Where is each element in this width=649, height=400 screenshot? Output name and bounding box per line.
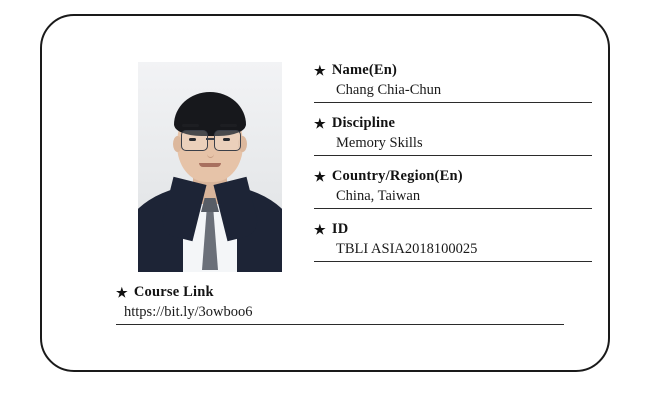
- star-icon: ★: [116, 285, 128, 300]
- field-name-header: [314, 62, 592, 79]
- field-id-value: TBLI ASIA2018100025: [314, 241, 592, 262]
- field-name-value: Chang Chia-Chun: [314, 82, 592, 103]
- eye-right-shape: [223, 138, 230, 141]
- field-course-link: [116, 284, 572, 325]
- field-discipline: [314, 115, 592, 156]
- nose-shape: [207, 150, 214, 158]
- field-country-value: China, Taiwan: [314, 188, 592, 209]
- id-card: [40, 14, 610, 372]
- field-discipline-label: Discipline: [331, 115, 396, 131]
- glasses-bridge: [206, 138, 214, 140]
- field-country-header: [314, 168, 592, 185]
- field-name-label: Name(En): [331, 62, 398, 78]
- star-icon: ★: [314, 116, 326, 131]
- field-id-header: [314, 221, 592, 238]
- portrait-photo: [138, 62, 282, 272]
- field-course-link-label: Course Link: [133, 284, 214, 300]
- star-icon: ★: [314, 222, 326, 237]
- star-icon: ★: [314, 169, 326, 184]
- star-icon: ★: [314, 63, 326, 78]
- eye-left-shape: [189, 138, 196, 141]
- avatar: [138, 62, 282, 272]
- field-name: [314, 62, 592, 103]
- mouth-shape: [199, 163, 221, 167]
- eyebrow-left-shape: [182, 124, 199, 127]
- field-list: [314, 62, 592, 274]
- field-discipline-value: Memory Skills: [314, 135, 592, 156]
- field-discipline-header: [314, 115, 592, 132]
- field-id-label: ID: [331, 221, 349, 237]
- field-course-link-header: [116, 284, 572, 301]
- field-course-link-value[interactable]: https://bit.ly/3owboo6: [116, 304, 564, 325]
- eyebrow-right-shape: [220, 124, 237, 127]
- field-country: [314, 168, 592, 209]
- field-id: [314, 221, 592, 262]
- field-country-label: Country/Region(En): [331, 168, 463, 184]
